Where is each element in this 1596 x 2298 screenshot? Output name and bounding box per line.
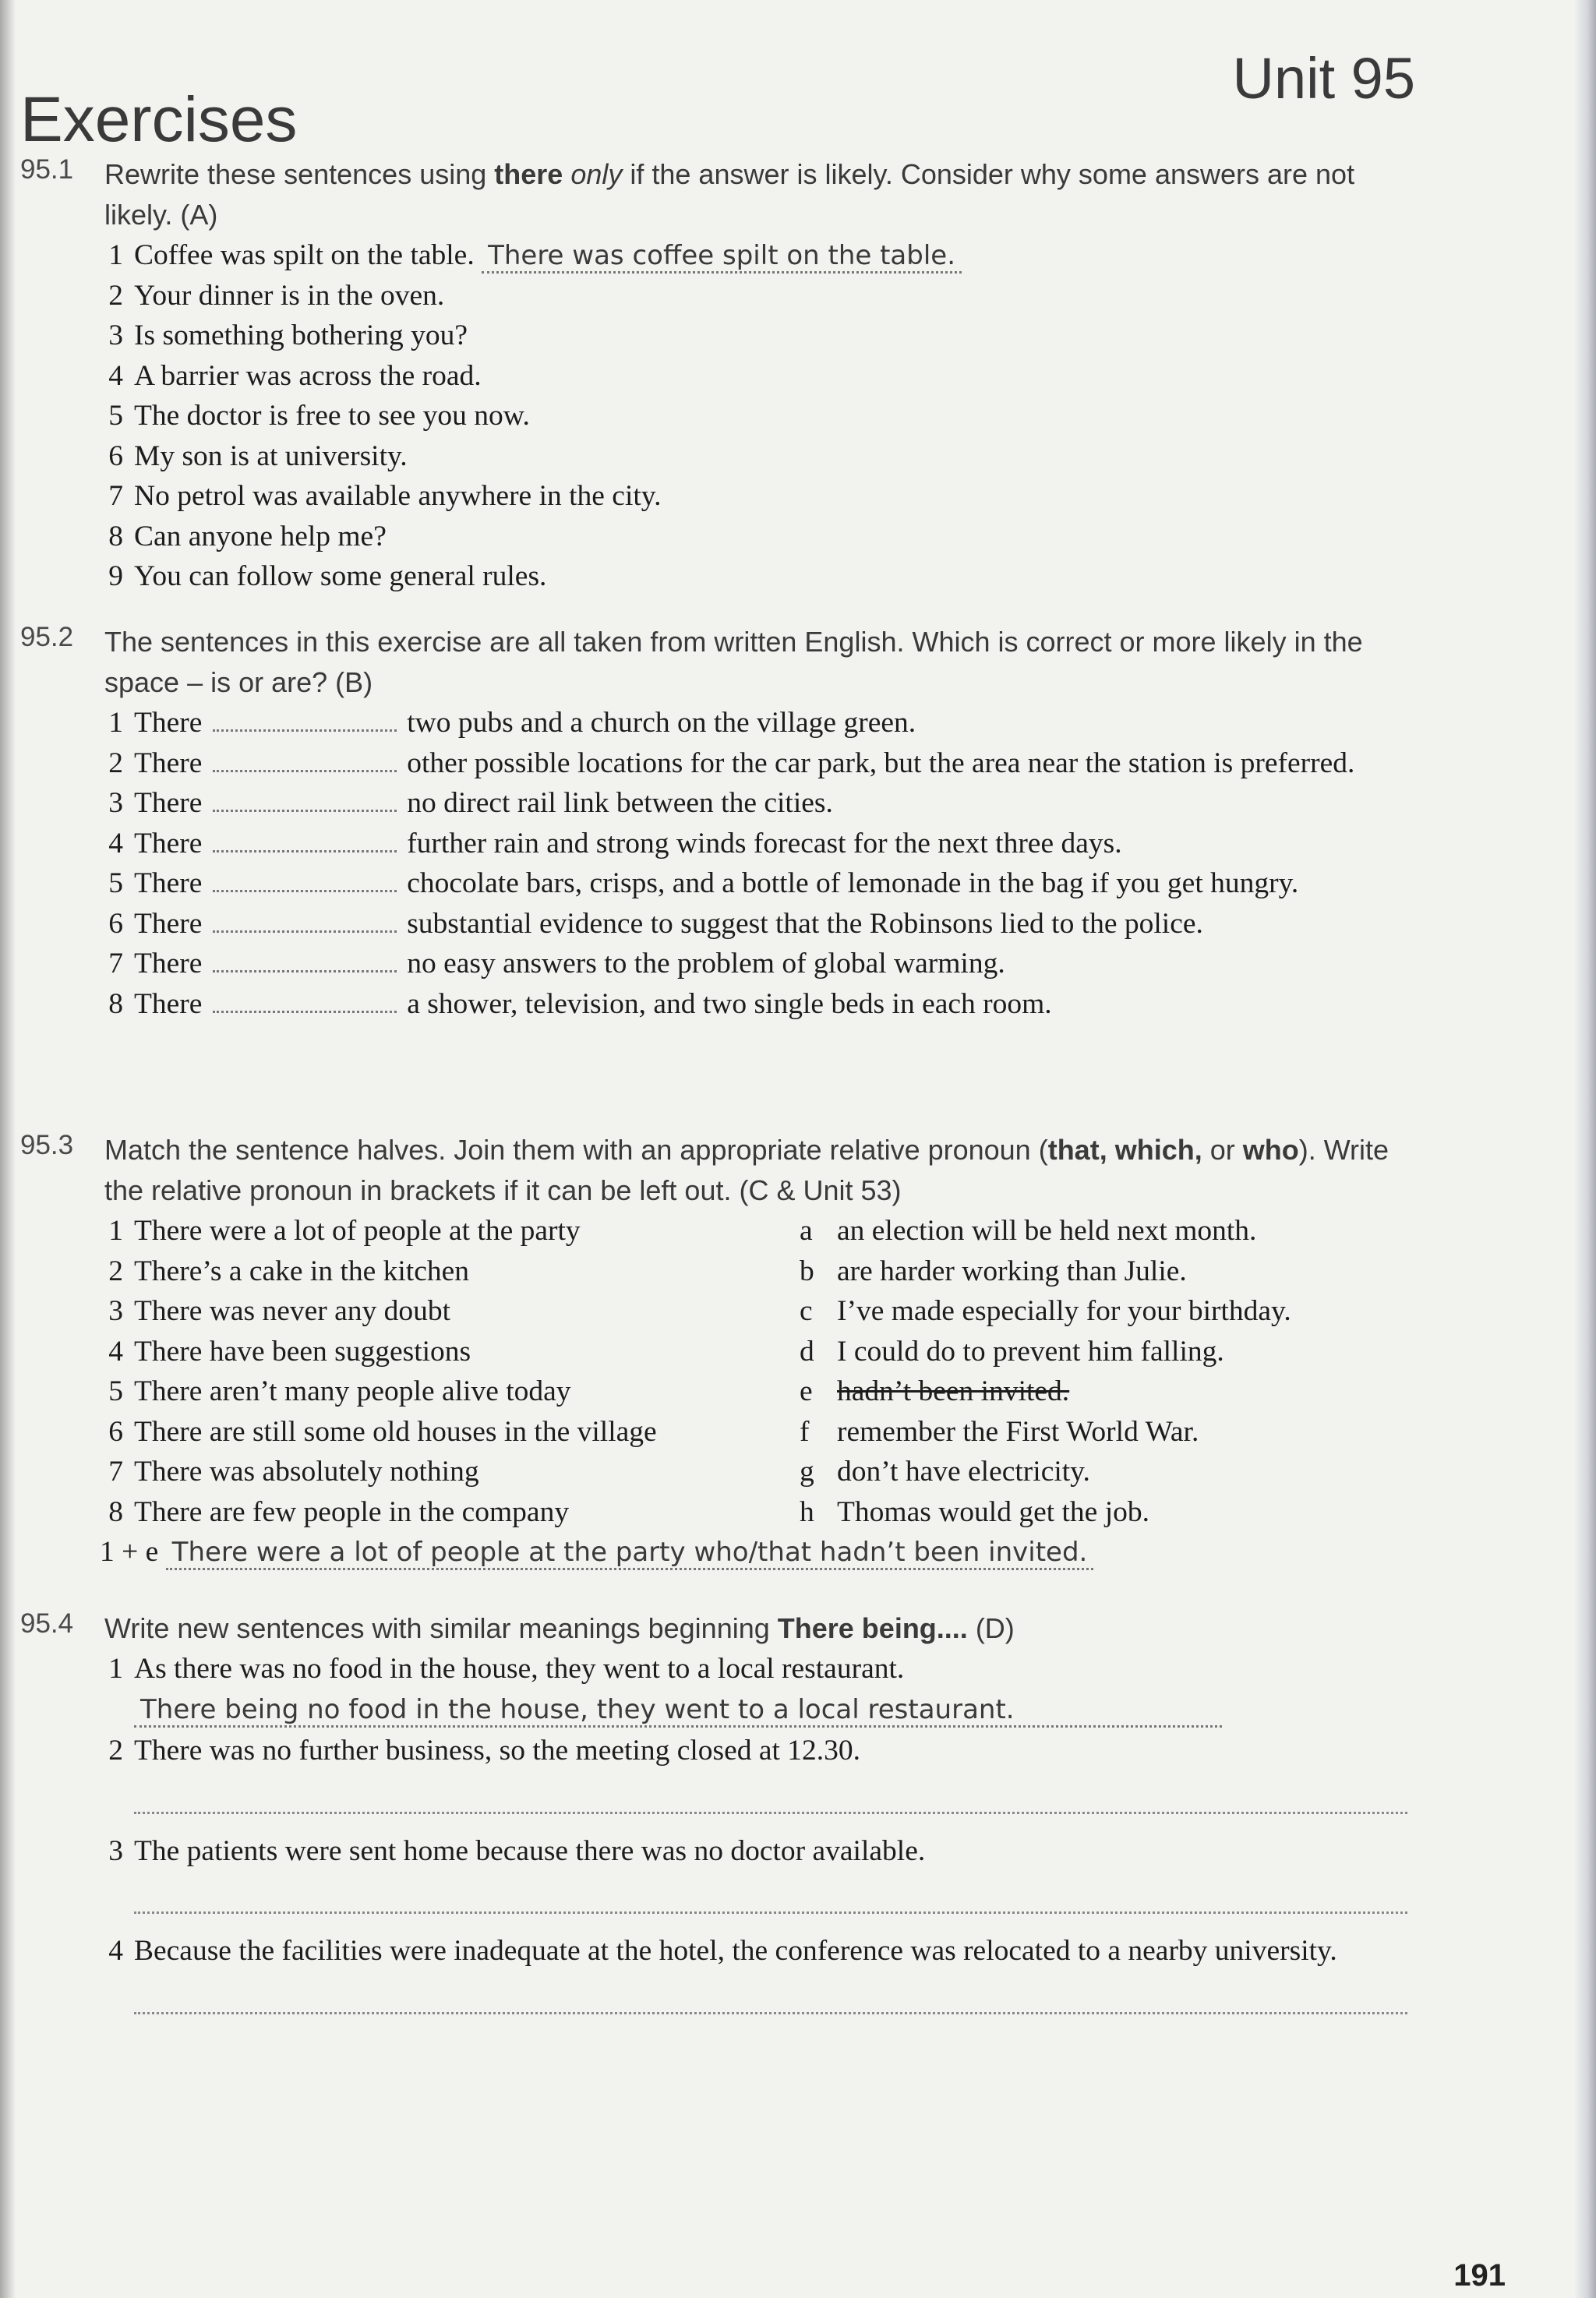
item-letter: c — [800, 1295, 813, 1327]
item-number: 3 — [108, 319, 123, 351]
sentence-half-left: There’s a cake in the kitchen — [134, 1255, 470, 1287]
list-item — [100, 1931, 1407, 1971]
item-number: 6 — [108, 1415, 123, 1448]
answer-blank[interactable] — [213, 907, 397, 933]
list-item — [100, 316, 1407, 356]
instruction-text: or — [1202, 1134, 1243, 1166]
list-item — [100, 556, 1407, 597]
item-text: There — [134, 948, 203, 980]
item-text: There was no further business, so the meeting closed at 12.30. — [134, 1735, 861, 1767]
item-number: 4 — [108, 827, 123, 860]
answer-blank[interactable] — [213, 947, 397, 973]
exercise-95-1 — [20, 154, 1407, 597]
exercise-instruction — [104, 1608, 1407, 1649]
item-text: The patients were sent home because there was no doctor available. — [134, 1834, 926, 1867]
item-number: 4 — [108, 1335, 123, 1368]
exercise-number: 95.1 — [20, 154, 74, 185]
item-text: a shower, television, and two single beds in each room. — [407, 987, 1052, 1020]
item-text: other possible locations for the car park, but the area near the station is preferred. — [407, 747, 1355, 779]
list-item — [100, 396, 1407, 436]
item-letter: h — [800, 1495, 814, 1528]
item-number: 7 — [108, 948, 123, 980]
item-list — [100, 703, 1407, 1024]
instruction-text: Match the sentence halves. Join them with an appropriate relative pronoun ( — [104, 1134, 1048, 1166]
exercise-95-4 — [20, 1608, 1407, 2031]
answer-field[interactable]: There being no food in the house, they went to a local restaurant. — [134, 1694, 1222, 1728]
item-number: 2 — [108, 1735, 123, 1767]
matching-list — [100, 1211, 1407, 1573]
match-row — [100, 1291, 1407, 1332]
list-item — [100, 984, 1407, 1025]
instruction-text: (D) — [967, 1612, 1015, 1644]
item-number: 2 — [108, 747, 123, 779]
sentence-half-right: I’ve made especially for your birthday. — [837, 1295, 1291, 1327]
sentence-half-right: don’t have electricity. — [837, 1456, 1090, 1488]
item-number: 8 — [108, 520, 123, 552]
item-number: 7 — [108, 480, 123, 512]
answer-blank[interactable] — [213, 827, 397, 852]
item-text: There — [134, 867, 203, 899]
list-item — [100, 783, 1407, 824]
item-text: no easy answers to the problem of global warming. — [407, 948, 1005, 980]
item-number: 6 — [108, 907, 123, 940]
answer-field[interactable]: There were a lot of people at the party who/that hadn’t been invited. — [166, 1537, 1094, 1570]
exercise-number: 95.3 — [20, 1130, 74, 1160]
exercise-number: 95.4 — [20, 1608, 74, 1639]
instruction-text: Write new sentences with similar meanings beginning — [104, 1612, 778, 1644]
item-text: There — [134, 827, 203, 860]
item-number: 4 — [108, 1935, 123, 1967]
sentence-half-left: There was absolutely nothing — [134, 1456, 479, 1488]
list-item — [100, 944, 1407, 984]
list-item — [100, 476, 1407, 517]
list-item — [100, 517, 1407, 557]
answer-blank[interactable] — [213, 786, 397, 812]
instruction-text: if the answer is likely. Consider why some answers are not likely. (A) — [104, 158, 1355, 231]
answer-blank[interactable] — [213, 867, 397, 892]
item-text: There — [134, 747, 203, 779]
item-text: My son is at university. — [134, 439, 408, 472]
item-list — [100, 1649, 1407, 2014]
item-text: Because the facilities were inadequate at the hotel, the conference was relocated to a nearby university. — [134, 1935, 1337, 1967]
item-text: two pubs and a church on the village green. — [407, 707, 916, 739]
page-edge-shadow — [1574, 0, 1596, 2298]
list-item — [100, 235, 1407, 276]
answer-row — [100, 1689, 1407, 1730]
item-number: 5 — [108, 867, 123, 899]
example-label: 1 + e — [100, 1536, 159, 1568]
instruction-emphasis: only — [570, 158, 623, 190]
item-number: 3 — [108, 787, 123, 819]
match-row — [100, 1332, 1407, 1372]
sentence-half-right: I could do to prevent him falling. — [837, 1335, 1224, 1368]
item-number: 1 — [108, 1653, 123, 1685]
list-item — [100, 356, 1407, 397]
item-number: 8 — [108, 1495, 123, 1528]
list-item — [100, 743, 1407, 784]
sentence-half-right-struck: hadn’t been invited. — [837, 1375, 1070, 1407]
match-row — [100, 1371, 1407, 1412]
item-letter: d — [800, 1335, 814, 1368]
list-item — [100, 904, 1407, 944]
item-number: 3 — [108, 1295, 123, 1327]
match-row — [100, 1452, 1407, 1492]
item-number: 2 — [108, 279, 123, 312]
sentence-half-left: There were a lot of people at the party — [134, 1215, 581, 1247]
instruction-keyword: who — [1242, 1134, 1299, 1166]
item-text: No petrol was available anywhere in the city. — [134, 480, 662, 512]
list-item — [100, 1649, 1407, 1689]
item-text: There — [134, 787, 203, 819]
list-item — [100, 436, 1407, 477]
instruction-keyword: that, which, — [1047, 1134, 1202, 1166]
item-number: 2 — [108, 1255, 123, 1287]
instruction-keyword: there — [494, 158, 563, 190]
answer-line[interactable] — [134, 1771, 1407, 1814]
item-number: 8 — [108, 987, 123, 1020]
item-text: There — [134, 907, 203, 940]
answer-blank[interactable] — [213, 987, 397, 1013]
item-number: 3 — [108, 1834, 123, 1867]
match-row — [100, 1492, 1407, 1533]
item-letter: b — [800, 1255, 814, 1287]
sentence-half-right: remember the First World War. — [837, 1415, 1199, 1448]
item-number: 6 — [108, 439, 123, 472]
item-text: no direct rail link between the cities. — [407, 787, 833, 819]
item-number: 1 — [108, 1215, 123, 1247]
item-text: Is something bothering you? — [134, 319, 468, 351]
answer-blank[interactable] — [213, 706, 397, 732]
exercise-instruction — [104, 154, 1407, 235]
match-row — [100, 1251, 1407, 1292]
item-text: Your dinner is in the oven. — [134, 279, 445, 312]
instruction-keyword: There being.... — [777, 1612, 968, 1644]
answer-line[interactable] — [134, 1871, 1407, 1914]
answer-field[interactable]: There was coffee spilt on the table. — [482, 240, 962, 274]
instruction-text: Rewrite these sentences using — [104, 158, 495, 190]
list-item — [100, 276, 1407, 316]
item-text: There — [134, 987, 203, 1020]
item-text: You can follow some general rules. — [134, 560, 547, 592]
sentence-half-right: Thomas would get the job. — [837, 1495, 1149, 1528]
item-number: 5 — [108, 400, 123, 432]
sentence-half-right: an election will be held next month. — [837, 1215, 1257, 1247]
book-spine-shadow — [0, 0, 16, 2298]
item-text: chocolate bars, crisps, and a bottle of lemonade in the bag if you get hungry. — [407, 867, 1299, 899]
item-text: further rain and strong winds forecast for the next three days. — [407, 827, 1122, 860]
item-text: Coffee was spilt on the table. — [134, 239, 475, 271]
item-letter: a — [800, 1215, 813, 1247]
unit-label: Unit 95 — [1232, 46, 1415, 111]
item-number: 1 — [108, 239, 123, 271]
item-text: A barrier was across the road. — [134, 359, 482, 392]
item-number: 7 — [108, 1456, 123, 1488]
answer-line[interactable] — [134, 1971, 1407, 2014]
item-letter: f — [800, 1415, 810, 1448]
page-number: 191 — [1453, 2258, 1506, 2293]
item-number: 5 — [108, 1375, 123, 1407]
item-number: 9 — [108, 560, 123, 592]
item-letter: e — [800, 1375, 813, 1407]
exercise-instruction: The sentences in this exercise are all taken from written English. Which is correct or more likely in the space – is or are? (B) — [104, 626, 1363, 698]
item-text: Can anyone help me? — [134, 520, 387, 552]
match-row — [100, 1211, 1407, 1251]
answer-blank[interactable] — [213, 747, 397, 772]
item-text: substantial evidence to suggest that the Robinsons lied to the police. — [407, 907, 1203, 940]
exercise-95-3 — [20, 1130, 1407, 1573]
item-letter: g — [800, 1456, 814, 1488]
exercise-instruction — [104, 1130, 1407, 1211]
instruction-text: ). Write the relative pronoun in brackets if it can be left out. (C & Unit 53) — [104, 1134, 1389, 1206]
sentence-half-left: There are still some old houses in the village — [134, 1415, 657, 1448]
list-item — [100, 1731, 1407, 1771]
item-text: There — [134, 707, 203, 739]
sentence-half-left: There have been suggestions — [134, 1335, 471, 1368]
item-list — [100, 235, 1407, 597]
sentence-half-left: There aren’t many people alive today — [134, 1375, 571, 1407]
item-text: The doctor is free to see you now. — [134, 400, 530, 432]
sentence-half-left: There was never any doubt — [134, 1295, 451, 1327]
item-number: 1 — [108, 707, 123, 739]
item-text: As there was no food in the house, they went to a local restaurant. — [134, 1653, 905, 1685]
item-number: 4 — [108, 359, 123, 392]
sentence-half-right: are harder working than Julie. — [837, 1255, 1187, 1287]
example-answer-row — [100, 1532, 1407, 1573]
list-item — [100, 703, 1407, 743]
list-item — [100, 1831, 1407, 1872]
list-item — [100, 863, 1407, 904]
match-row — [100, 1412, 1407, 1453]
exercise-95-2 — [20, 622, 1407, 1024]
page-title: Exercises — [20, 83, 298, 155]
list-item — [100, 824, 1407, 864]
exercise-number: 95.2 — [20, 622, 74, 652]
sentence-half-left: There are few people in the company — [134, 1495, 570, 1528]
